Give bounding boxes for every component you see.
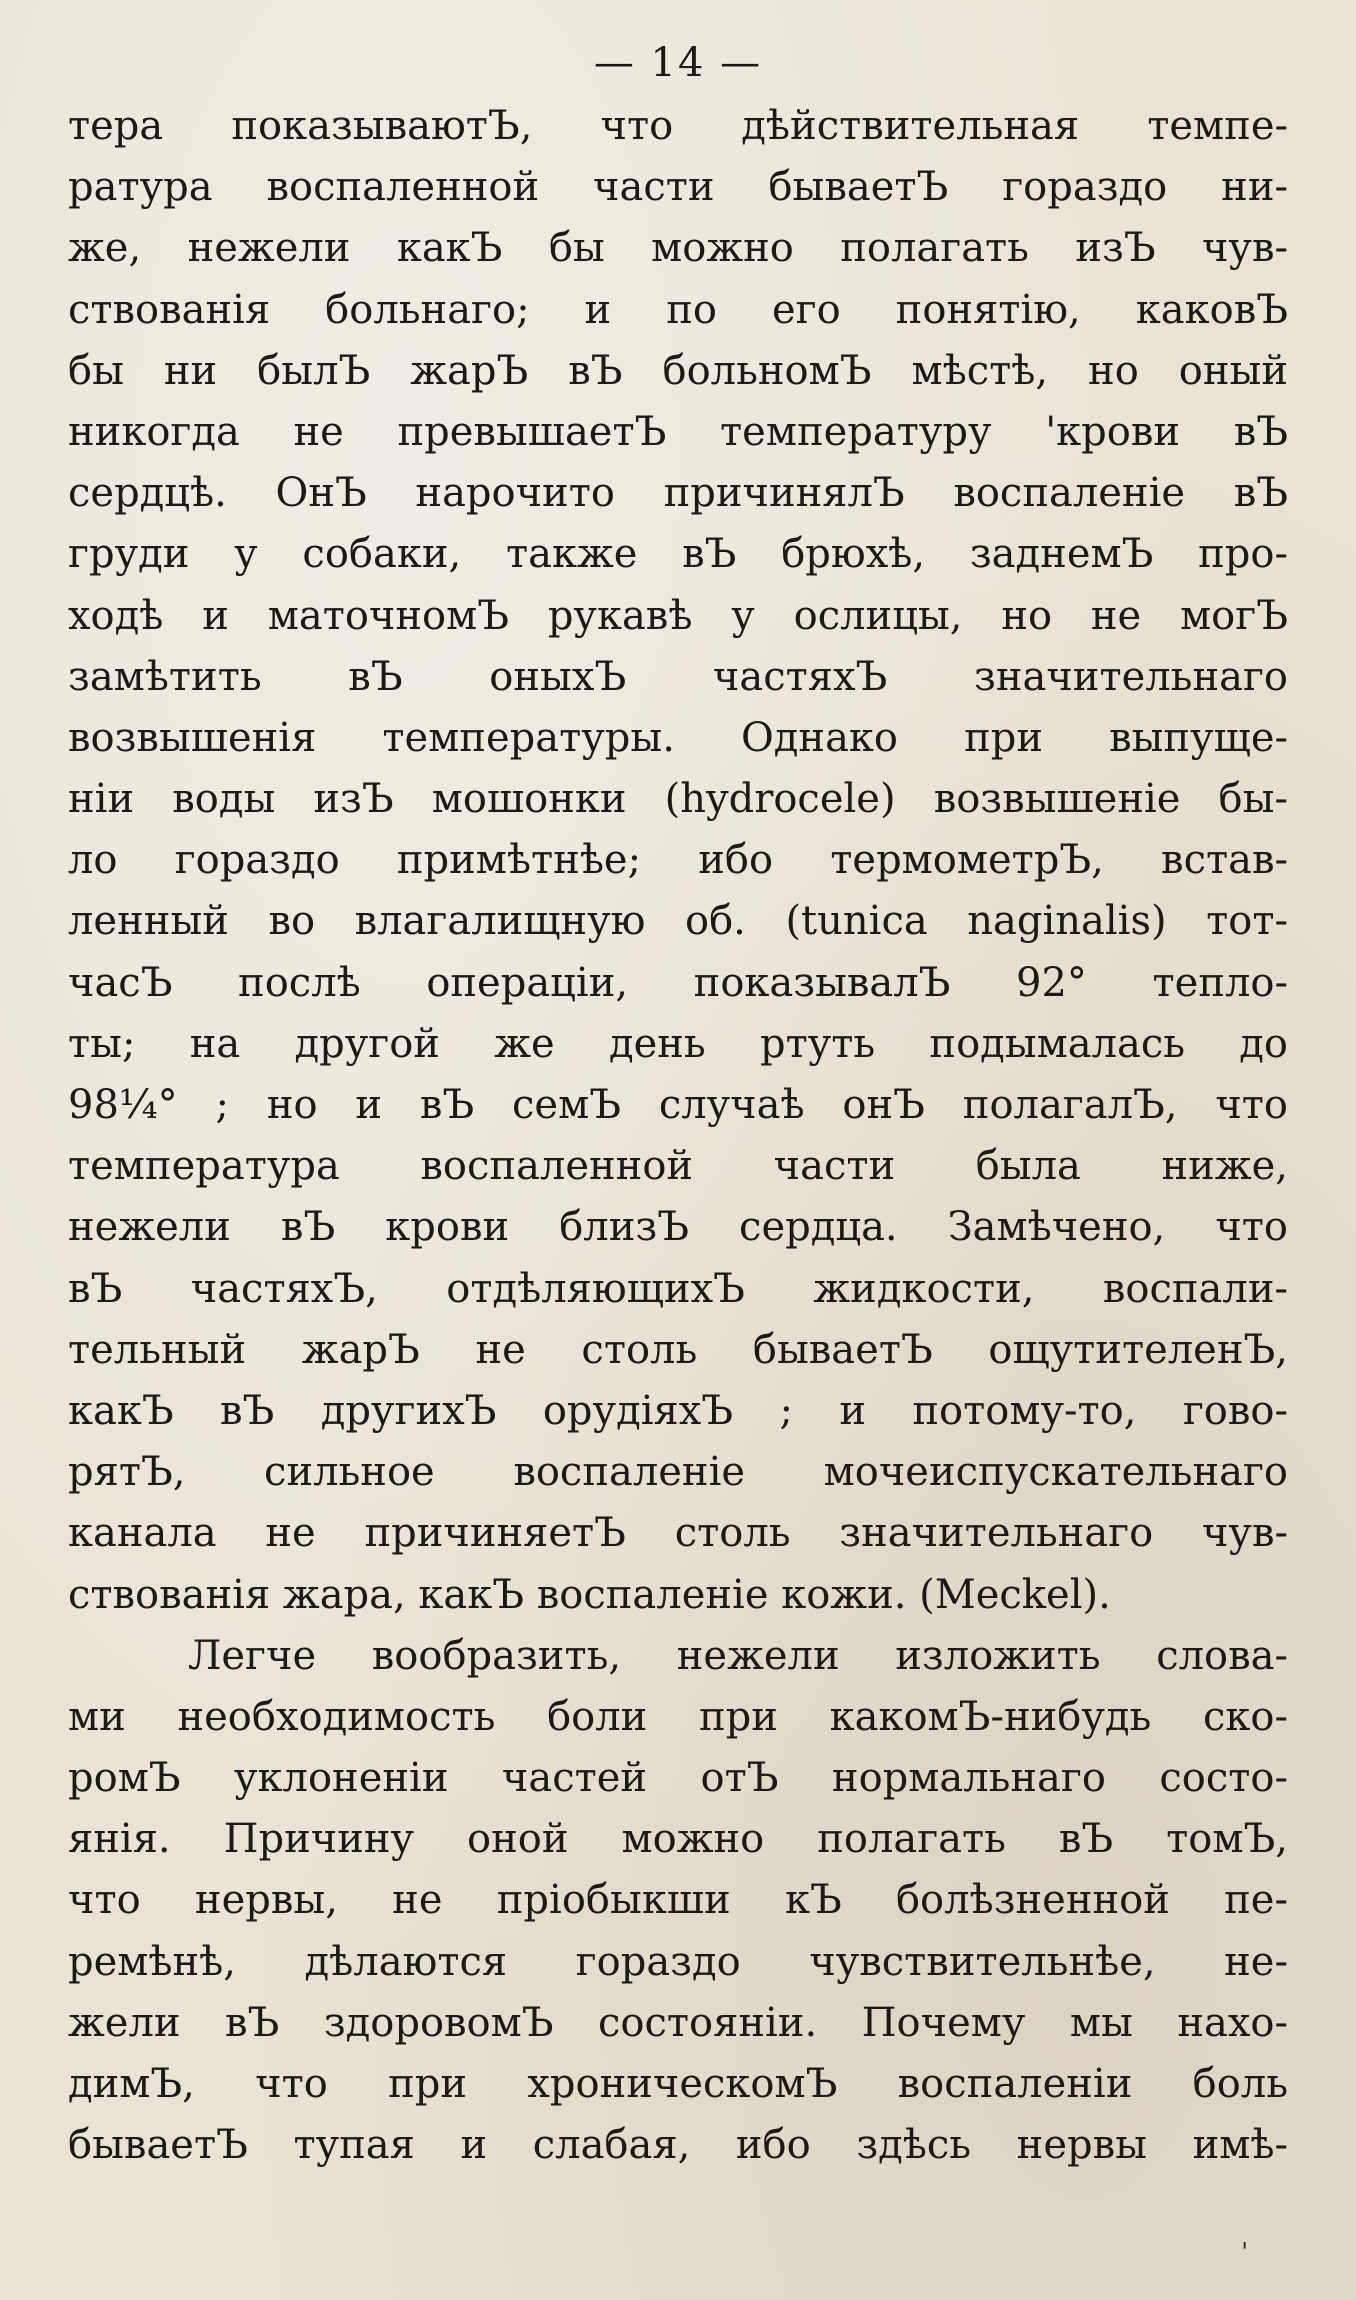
text-line: 98¼° ; но и вЪ семЪ случаѣ онЪ полагалЪ, что xyxy=(68,1082,1288,1128)
text-line: димЪ, что при хроническомЪ воспаленіи боль xyxy=(68,2061,1288,2107)
text-line: ніи воды изЪ мошонки (hydrocele) возвышеніе бы- xyxy=(68,776,1288,823)
footer-mark: ' xyxy=(1241,2238,1248,2266)
text-line: ствованія больнаго; и по его понятію, каковЪ xyxy=(68,286,1288,333)
text-line: ромЪ уклоненіи частей отЪ нормальнаго состо- xyxy=(68,1755,1288,1802)
text-line: жели вЪ здоровомЪ состояніи. Почему мы нахо- xyxy=(68,1999,1288,2046)
text-line: какЪ вЪ другихЪ орудіяхЪ ; и потому-то, гово- xyxy=(68,1387,1288,1434)
text-line: температура воспаленной части была ниже, xyxy=(68,1143,1288,1190)
text-line: ремѣнѣ, дѣлаются гораздо чувствительнѣе, не- xyxy=(68,1938,1288,1985)
text-line: что нервы, не пріобыкши кЪ болѣзненной пе- xyxy=(68,1877,1288,1924)
text-line: тельный жарЪ не столь бываетЪ ощутителенЪ, xyxy=(68,1326,1288,1373)
text-line: ходѣ и маточномЪ рукавѣ у ослицы, но не могЪ xyxy=(68,592,1288,639)
text-line: ствованія жара, какЪ воспаленіе кожи. (Meckel). xyxy=(68,1571,1111,1618)
text-line: ленный во влагалищную об. (tunica naginalis) тот- xyxy=(68,898,1288,945)
paragraph-first-line: Легче вообразить, нежели изложить слова- xyxy=(188,1632,1288,1679)
text-line: янія. Причину оной можно полагать вЪ томЪ, xyxy=(68,1816,1288,1863)
text-line: никогда не превышаетЪ температуру 'крови вЪ xyxy=(68,408,1288,455)
text-line: замѣтить вЪ оныхЪ частяхЪ значительнаго xyxy=(68,653,1288,700)
text-line: канала не причиняетЪ столь значительнаго чув- xyxy=(68,1510,1288,1557)
body-text xyxy=(68,96,1288,2176)
text-line: нежели вЪ крови близЪ сердца. Замѣчено, что xyxy=(68,1204,1288,1251)
text-line: же, нежели какЪ бы можно полагать изЪ чув- xyxy=(68,225,1288,272)
text-line: сердцѣ. ОнЪ нарочито причинялЪ воспаленіе вЪ xyxy=(68,470,1288,517)
text-line: часЪ послѣ операціи, показывалЪ 92° тепло- xyxy=(68,959,1288,1006)
text-line: бываетЪ тупая и слабая, ибо здѣсь нервы имѣ- xyxy=(68,2122,1288,2169)
text-line: возвышенія температуры. Однако при выпуще- xyxy=(68,714,1288,761)
text-line: тера показываютЪ, что дѣйствительная темпе- xyxy=(68,103,1288,149)
text-line: ты; на другой же день ртуть подымалась до xyxy=(68,1020,1288,1067)
text-line: ратура воспаленной части бываетЪ гораздо ни- xyxy=(68,164,1288,211)
text-line: бы ни былЪ жарЪ вЪ больномЪ мѣстѣ, но оный xyxy=(68,347,1288,394)
text-line: вЪ частяхЪ, отдѣляющихЪ жидкости, воспали- xyxy=(68,1265,1288,1312)
text-line: ло гораздо примѣтнѣе; ибо термометрЪ, встав- xyxy=(68,837,1288,884)
text-line: груди у собаки, также вЪ брюхѣ, заднемЪ про- xyxy=(68,531,1288,578)
text-line: рятЪ, сильное воспаленіе мочеиспускательнаго xyxy=(68,1449,1288,1496)
page-number: — 14 — xyxy=(593,40,763,86)
text-line: ми необходимость боли при какомЪ-нибудь ско- xyxy=(68,1693,1288,1740)
